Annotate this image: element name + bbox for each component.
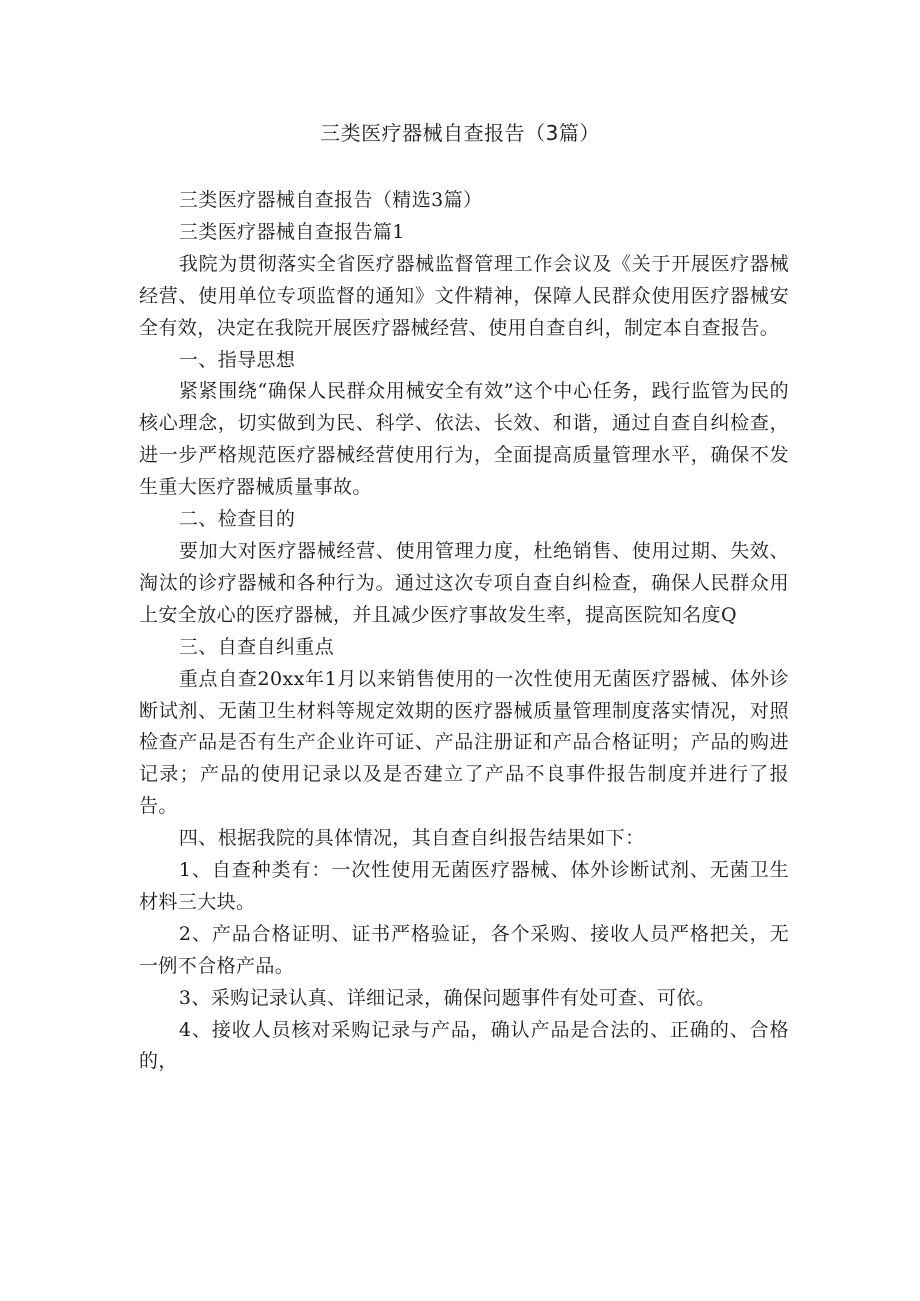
document-body — [139, 185, 789, 1078]
list-item: 2、产品合格证明、证书严格验证，各个采购、接收人员严格把关，无一例不合格产品。 — [139, 922, 789, 977]
section-heading: 四、根据我院的具体情况，其自查自纠报告结果如下： — [178, 827, 645, 850]
document-title: 三类医疗器械自查报告（3篇） — [320, 121, 600, 145]
section-heading: 二、检查目的 — [178, 508, 296, 531]
list-item: 3、采购记录认真、详细记录，确保问题事件有处可查、可依。 — [178, 986, 716, 1009]
list-item: 1、自查种类有：一次性使用无菌医疗器械、体外诊断试剂、无菌卫生材料三大块。 — [139, 859, 789, 913]
paragraph: 三类医疗器械自查报告（精选3篇） — [178, 189, 483, 211]
list-item: 4、接收人员核对采购记录与产品，确认产品是合法的、正确的、合格的， — [139, 1018, 789, 1073]
paragraph: 重点自查20xx年1月以来销售使用的一次性使用无菌医疗器械、体外诊断试剂、无菌卫生材料等规定效期的医疗器械质量管理制度落实情况，对照检查产品是否有生产企业许可证、产品注册证和产品合格证明；产品的购进记录；产品的使用记录以及是否建立了产品不良事件报告制度并进行了报告。 — [139, 667, 789, 818]
paragraph: 三类医疗器械自查报告篇1 — [178, 220, 405, 243]
paragraph: 要加大对医疗器械经营、使用管理力度，杜绝销售、使用过期、失效、淘汰的诊疗器械和各种行为。通过这次专项自查自纠检查，确保人民群众用上安全放心的医疗器械，并且减少医疗事故发生率，提高医院知名度Q — [139, 539, 789, 626]
paragraph: 我院为贯彻落实全省医疗器械监督管理工作会议及《关于开展医疗器械经营、使用单位专项监督的通知》文件精神，保障人民群众使用医疗器械安全有效，决定在我院开展医疗器械经营、使用自查自纠，制定本自查报告。 — [139, 252, 789, 339]
paragraph: 紧紧围绕“确保人民群众用械安全有效”这个中心任务，践行监管为民的核心理念，切实做到为民、科学、依法、长效、和谐，通过自查自纠检查，进一步严格规范医疗器械经营使用行为，全面提高质量管理水平，确保不发生重大医疗器械质量事故。 — [139, 380, 789, 499]
section-heading: 三、自查自纠重点 — [178, 635, 335, 658]
section-heading: 一、指导思想 — [178, 348, 296, 371]
